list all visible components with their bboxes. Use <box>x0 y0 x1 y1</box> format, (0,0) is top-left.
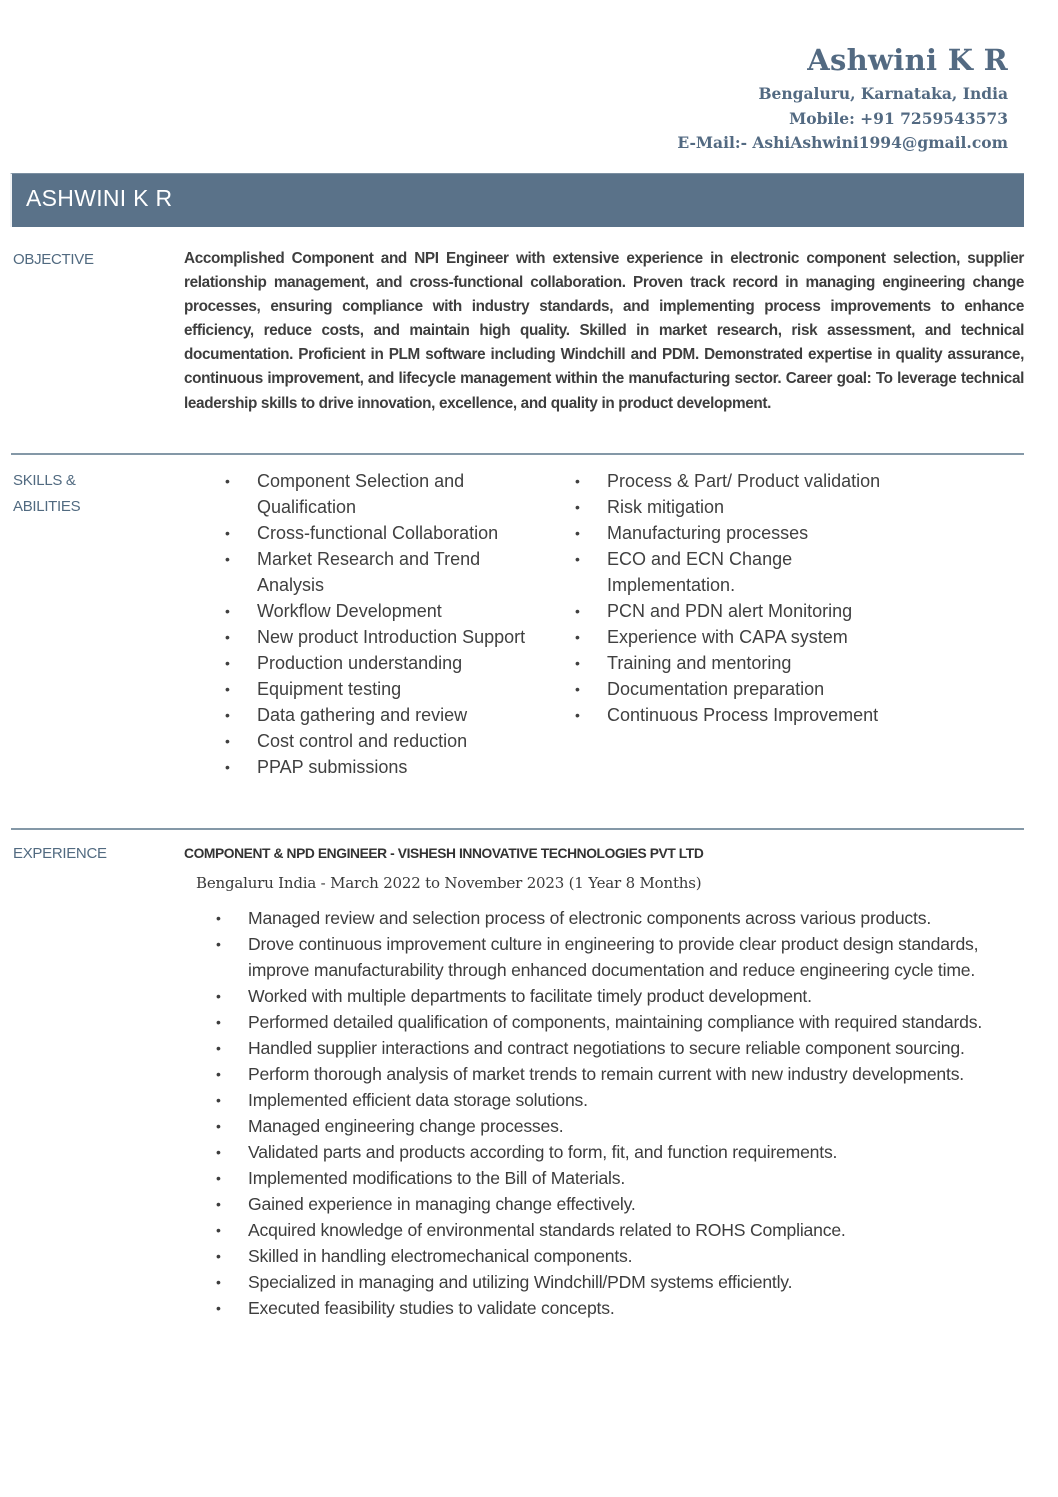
responsibility-item <box>216 1243 1016 1269</box>
responsibility-item <box>216 1061 1016 1087</box>
skill-item <box>575 676 895 702</box>
skill-item <box>225 520 535 546</box>
responsibility-text: Perform thorough analysis of market trends to remain current with new industry developments. <box>248 1064 964 1084</box>
job-responsibilities-list <box>216 905 1016 1321</box>
bullet-icon <box>216 1191 221 1217</box>
bullet-icon <box>216 1269 221 1295</box>
skill-text: PCN and PDN alert Monitoring <box>607 601 853 621</box>
responsibility-text: Executed feasibility studies to validate concepts. <box>248 1298 615 1318</box>
skill-text: Cost control and reduction <box>257 731 468 751</box>
responsibility-text: Implemented modifications to the Bill of Materials. <box>248 1168 626 1188</box>
bullet-icon <box>216 1061 221 1087</box>
skill-text: Workflow Development <box>257 601 442 621</box>
bullet-icon <box>575 520 607 546</box>
responsibility-item <box>216 1165 1016 1191</box>
skill-item <box>225 728 535 754</box>
skill-text: Process & Part/ Product validation <box>607 471 881 491</box>
bullet-icon <box>216 1113 221 1139</box>
bullet-icon <box>225 650 257 676</box>
bullet-icon <box>216 1165 221 1191</box>
responsibility-text: Drove continuous improvement culture in engineering to provide clear product design standards, improve manufacturability through enhanced documentation and reduce engineering cycle time. <box>248 934 979 980</box>
responsibility-item <box>216 1191 1016 1217</box>
skill-item <box>225 754 535 780</box>
section-divider <box>11 453 1024 455</box>
skill-text: Component Selection and Qualification <box>257 471 465 517</box>
bullet-icon <box>225 624 257 650</box>
responsibility-item <box>216 1295 1016 1321</box>
contact-location: Bengaluru, Karnataka, India <box>758 84 1008 103</box>
contact-email: E-Mail:- AshiAshwini1994@gmail.com <box>677 133 1008 152</box>
responsibility-text: Managed engineering change processes. <box>248 1116 564 1136</box>
bullet-icon <box>575 598 607 624</box>
bullet-icon <box>216 1009 221 1035</box>
contact-mobile: Mobile: +91 7259543573 <box>789 108 1008 128</box>
skill-item <box>225 624 535 650</box>
bullet-icon <box>216 1217 221 1243</box>
bullet-icon <box>225 728 257 754</box>
responsibility-text: Worked with multiple departments to facilitate timely product development. <box>248 986 812 1006</box>
skill-item <box>575 494 895 520</box>
responsibility-text: Validated parts and products according to form, fit, and function requirements. <box>248 1142 838 1162</box>
bullet-icon <box>225 676 257 702</box>
bullet-icon <box>225 468 257 494</box>
responsibility-item <box>216 931 1016 983</box>
skills-list-left <box>225 468 535 780</box>
skill-item <box>225 650 535 676</box>
skill-text: Continuous Process Improvement <box>607 705 879 725</box>
objective-text: Accomplished Component and NPI Engineer with extensive experience in electronic component selection, supplier relationship management, and cross-functional collaboration. Proven track record in managing engineering change processes, ensuring compliance with industry standards, and implementing process improvements to enhance efficiency, reduce costs, and maintain high quality. Skilled in market research, risk assessment, and technical documentation. Proficient in PLM software including Windchill and PDM. Demonstrated expertise in quality assurance, continuous improvement, and lifecycle management within the manufacturing sector. Career goal: To leverage technical leadership skills to drive innovation, excellence, and quality in product development. <box>184 250 1024 412</box>
bullet-icon <box>575 650 607 676</box>
section-label-objective: OBJECTIVE <box>13 251 94 268</box>
responsibility-item <box>216 1139 1016 1165</box>
skill-item <box>225 546 535 598</box>
responsibility-text: Specialized in managing and utilizing Windchill/PDM systems efficiently. <box>248 1272 793 1292</box>
skill-text: Data gathering and review <box>257 705 468 725</box>
skill-item <box>575 624 895 650</box>
skill-text: Equipment testing <box>257 679 402 699</box>
skill-text: Risk mitigation <box>607 497 725 517</box>
skill-item <box>575 702 895 728</box>
responsibility-item <box>216 1269 1016 1295</box>
skill-text: Production understanding <box>257 653 463 673</box>
bullet-icon <box>225 702 257 728</box>
skills-label-line1: SKILLS & <box>13 472 76 489</box>
responsibility-text: Handled supplier interactions and contract negotiations to secure reliable component sourcing. <box>248 1038 965 1058</box>
section-divider <box>11 828 1024 830</box>
bullet-icon <box>216 1035 221 1061</box>
responsibility-item <box>216 983 1016 1009</box>
skill-item <box>575 468 895 494</box>
skills-label-line2: ABILITIES <box>13 498 81 515</box>
contact-name: Ashwini K R <box>807 43 1008 77</box>
responsibility-item <box>216 1035 1016 1061</box>
bullet-icon <box>216 983 221 1009</box>
bullet-icon <box>216 1243 221 1269</box>
skill-item <box>225 598 535 624</box>
responsibility-item <box>216 1087 1016 1113</box>
skill-text: Manufacturing processes <box>607 523 809 543</box>
bullet-icon <box>575 494 607 520</box>
bullet-icon <box>575 546 607 572</box>
bullet-icon <box>216 1087 221 1113</box>
responsibility-text: Implemented efficient data storage solutions. <box>248 1090 588 1110</box>
skill-text: New product Introduction Support <box>257 627 526 647</box>
skill-item <box>575 546 895 598</box>
skill-item <box>575 520 895 546</box>
skill-text: ECO and ECN Change Implementation. <box>607 549 793 595</box>
section-label-experience: EXPERIENCE <box>13 845 107 862</box>
bullet-icon <box>225 520 257 546</box>
bullet-icon <box>225 598 257 624</box>
bullet-icon <box>216 931 221 957</box>
bullet-icon <box>575 624 607 650</box>
responsibility-item <box>216 1113 1016 1139</box>
skill-text: Market Research and Trend Analysis <box>257 549 481 595</box>
job-location-dates: Bengaluru India - March 2022 to November 2023 (1 Year 8 Months) <box>196 874 702 892</box>
job-title: COMPONENT & NPD ENGINEER - VISHESH INNOVATIVE TECHNOLOGIES PVT LTD <box>184 846 704 861</box>
banner-title: ASHWINI K R <box>26 185 173 211</box>
responsibility-text: Gained experience in managing change effectively. <box>248 1194 636 1214</box>
skill-item <box>225 676 535 702</box>
bullet-icon <box>216 1295 221 1321</box>
responsibility-item <box>216 905 1016 931</box>
skill-text: PPAP submissions <box>257 757 408 777</box>
bullet-icon <box>575 702 607 728</box>
contact-block <box>677 38 1008 156</box>
responsibility-text: Managed review and selection process of electronic components across various products. <box>248 908 932 928</box>
bullet-icon <box>575 676 607 702</box>
skills-list-right <box>575 468 895 728</box>
skill-item <box>575 598 895 624</box>
skill-text: Cross-functional Collaboration <box>257 523 499 543</box>
skill-text: Documentation preparation <box>607 679 825 699</box>
bullet-icon <box>575 468 607 494</box>
responsibility-item <box>216 1009 1016 1035</box>
responsibility-item <box>216 1217 1016 1243</box>
responsibility-text: Skilled in handling electromechanical components. <box>248 1246 633 1266</box>
bullet-icon <box>216 905 221 931</box>
responsibility-text: Performed detailed qualification of components, maintaining compliance with required standards. <box>248 1012 983 1032</box>
bullet-icon <box>225 546 257 572</box>
bullet-icon <box>225 754 257 780</box>
skill-item <box>225 468 535 520</box>
responsibility-text: Acquired knowledge of environmental standards related to ROHS Compliance. <box>248 1220 846 1240</box>
skill-item <box>225 702 535 728</box>
bullet-icon <box>216 1139 221 1165</box>
skill-text: Experience with CAPA system <box>607 627 848 647</box>
skill-item <box>575 650 895 676</box>
name-banner <box>10 173 1024 227</box>
section-label-skills <box>13 468 80 520</box>
skill-text: Training and mentoring <box>607 653 792 673</box>
